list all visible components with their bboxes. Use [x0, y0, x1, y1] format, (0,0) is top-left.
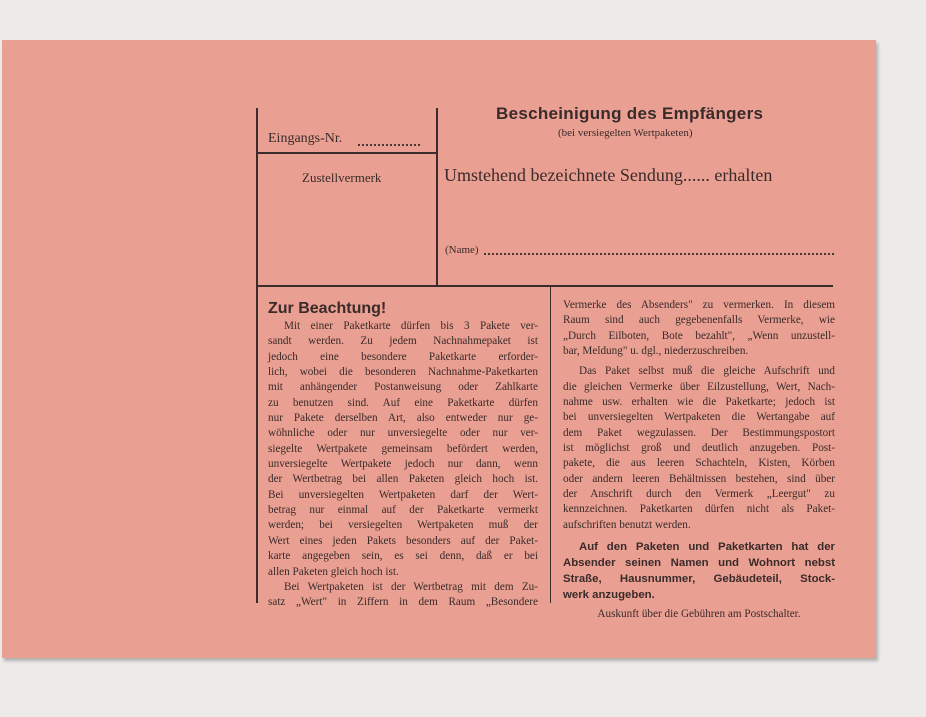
notice-line: karte angegeben sein, es sei denn, daß er bei	[268, 550, 538, 563]
notice-line: Das Paket selbst muß die gleiche Aufschrift und	[579, 365, 835, 378]
zustellvermerk-label: Zustellvermerk	[302, 170, 382, 185]
bold-line: werk anzugeben.	[563, 589, 655, 602]
eingangs-nr-field[interactable]	[358, 144, 420, 146]
notice-line: nur Pakete derselben Art, also entweder nur ge-	[268, 412, 538, 425]
eingangs-nr-label: Eingangs-Nr.	[268, 131, 343, 146]
notice-line: satz „Wert" in Ziffern in dem Raum „Besondere	[268, 596, 538, 609]
notice-line: wöhnliche oder nur unversiegelte oder nur ver-	[268, 427, 538, 440]
notice-line: zu benutzen sind. Auf eine Paketkarte dürfen	[268, 396, 538, 409]
notice-line: Wert eines jeden Pakets besonders auf der Paket-	[268, 534, 538, 547]
notice-line: mit anhängender Postanweisung oder Zahlkarte	[268, 381, 538, 394]
notice-line: oder andern leeren Behältnissen bestehen, sind über	[563, 472, 835, 485]
notice-line: Mit einer Paketkarte dürfen bis 3 Pakete ver-	[284, 320, 538, 332]
notice-line: pakete, die aus leeren Schachteln, Kisten, Körben	[563, 457, 835, 470]
notice-left-column	[268, 319, 538, 611]
notice-line: nahme usw. erhalten wie die Paketkarte; jedoch ist	[563, 396, 835, 409]
notice-column-divider	[550, 287, 551, 603]
notice-line: jedoch eine besondere Paketkarte erforder-	[268, 350, 538, 363]
bold-line: Auf den Paketen und Paketkarten hat der	[579, 541, 835, 554]
form-title: Bescheinigung des Empfängers	[496, 104, 764, 123]
notice-line: kennzeichnen. Paketkarten dürfen nicht als Paket-	[563, 503, 835, 516]
name-signature-field[interactable]	[484, 253, 834, 255]
sender-requirement	[563, 539, 835, 603]
form-subtitle: (bei versiegelten Wertpaketen)	[558, 127, 693, 139]
notice-line: lich, wobei die besonderen Nachnahme-Paketkarten	[268, 366, 538, 379]
bold-line: Straße, Hausnummer, Gebäudeteil, Stock-	[563, 573, 835, 586]
left-vertical-rule	[256, 108, 258, 287]
notice-line: die gleichen Vermerke über Eilzustellung, Wert, Nach-	[563, 380, 835, 393]
notice-line: siegelte Wertpakete gemeinsam befördert werden,	[268, 442, 538, 455]
notice-right-column	[563, 298, 835, 623]
fee-info: Auskunft über die Gebühren am Postschalter.	[597, 608, 801, 621]
notice-line: allen Paketen gleich hoch ist.	[268, 565, 399, 578]
notice-line: der Anschrift durch den Vermerk „Leergut" zu	[563, 488, 835, 501]
eingang-underline	[256, 152, 438, 154]
notice-line: Bei unversiegelten Wertpaketen darf der Wert-	[268, 488, 538, 501]
notice-left-rule	[256, 287, 258, 603]
notice-line: Vermerke des Absenders" zu vermerken. In diesem	[563, 299, 835, 311]
notice-line: bar, Meldung" u. dgl., niederzuschreiben.	[563, 345, 749, 358]
notice-line: Raum sind auch gegebenenfalls Vermerke, wie	[563, 314, 835, 327]
notice-line: dem Paket wegzulassen. Der Bestimmungspostort	[563, 426, 835, 439]
middle-vertical-rule	[436, 108, 438, 287]
notice-line: betrag nur einmal auf der Paketkarte vermerkt	[268, 504, 538, 517]
notice-line: „Durch Eilboten, Bote bezahlt", „Wenn unzustell-	[563, 329, 835, 342]
notice-line: unversiegelte Wertpakete jedoch nur dann, wenn	[268, 458, 538, 471]
bold-line: Absender seinen Namen und Wohnort nebst	[563, 557, 835, 570]
sendung-statement: Umstehend bezeichnete Sendung...... erhalten	[444, 165, 773, 185]
name-label: (Name)	[445, 244, 479, 256]
notice-heading: Zur Beachtung!	[268, 300, 387, 317]
notice-line: werden; bei versiegelten Wertpaketen muß der	[268, 519, 538, 532]
notice-line: der Wertbetrag bei allen Paketen gleich hoch ist.	[268, 473, 538, 486]
header-bottom-rule	[256, 285, 833, 287]
notice-line: Bei Wertpaketen ist der Wertbetrag mit dem Zu-	[284, 580, 538, 593]
notice-line: ist möglichst groß und deutlich anzugeben. Post-	[563, 442, 835, 455]
notice-line: aufschriften benutzt werden.	[563, 518, 691, 531]
notice-line: sandt werden. Zu jedem Nachnahmepaket ist	[268, 335, 538, 348]
notice-line: bei unversiegelten Wertpaketen die Wertangabe auf	[563, 411, 835, 424]
